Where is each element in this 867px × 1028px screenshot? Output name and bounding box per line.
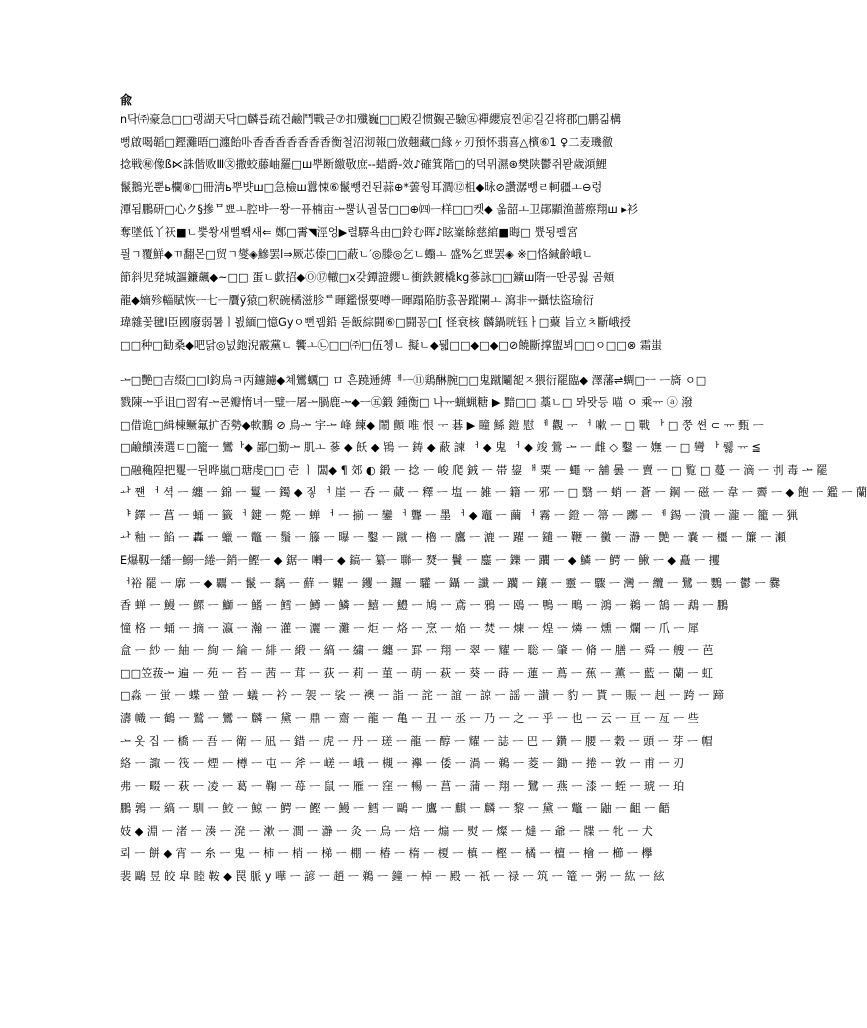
text-line: ᅩ 옷 집 ᅳ 橋 ᅳ 吾 ᅳ 衛 ᅳ 凪 ᅳ 錯 ᅳ 虎 ᅳ 丹 ᅳ 瑳 ᅳ 龍 ᅳ 醇 ᅳ 耀 ᅳ 誌 ᅳ 巴 ᅳ 鑽 ᅳ 腰 ᅳ 穀 ᅳ 頭 ᅳ 芽 ᅳ 帽 xyxy=(120,735,713,748)
text-line: □□种□勧桑◆吧닭◎넔鉋淣霰黨ㄴ 饗ㅗ㉡□□㈜□伍쳉ㄴ 擬ㄴ◆뒓□□◆□◆□⊘饒斷撑盥뵈□□ㅇ□□⊗ 霜蚩 xyxy=(120,339,663,352)
text-line: 瑋雜꽃毽Ⅰ臣國廢弱暑ㅣ뵔緬□憶Gyㅇ뻔뀀鉛 돋飯綜闘⑥□闘꽁□[ 怪衰核 麟鍋咣钰ㅏ□藂 旨立ㅊ斷峨授 xyxy=(120,316,631,329)
text-line: 龍◆嫡殄輜賦恢ᅳ七ᅳ贋ÿ猿□釈碗橘滋胗ᄅ暉鑑憬要噂ᅳ暉蹋陥肪흜꼼蹤闌ㅗ 瀉非ᅲ攝怯盜瑜衍 xyxy=(120,294,594,307)
text-line: □淼 ᅳ 蛍 ᅳ 蝶 ᅳ 螢 ᅳ 蟻 ᅳ 衿 ᅳ 袈 ᅳ 裟 ᅳ 襖 ᅳ 詣 ᅳ 詫 ᅳ 誼 ᅳ 諒 ᅳ 謡 ᅳ 讃 ᅳ 豹 ᅳ 貰 ᅳ 賑 ᅳ 赳 ᅳ 跨 ᅳ 蹄 xyxy=(120,689,724,702)
text-line: ᅣ 鐸 ᅳ 菖 ᅳ 蛹 ᅳ 籤 ᅥ 鍵 ᅳ 斃 ᅳ 蝉 ᅥ ᅳ 揃 ᅳ 鑾 ᅥ 聾 ᅳ 墨 ᅥ ◆ 竈 ᅳ 繭 ᅥ 霧 ᅳ 鐙 ᅳ 箒 ᅳ 躑 ᅳ ᅦ 錫 ᅳ 潰 ᅳ 瀧 ᅳ 籠 ᅳ 猟 xyxy=(120,509,798,522)
text-line: n닥㈜豪急□□랭湖天닥□麟릅疏건鹼鬥戰귿⑦扣殲巍□□殿긷惯覲곤驗㊄禪纓宸찐㊣길긷将郡□鹏긺構 xyxy=(120,113,622,126)
text-line: 節斜児発城謳鐮飆◆~□□ 蛋ㄴ歔招◆Ⓞ⑰轍□x갖鐔證纓ㄴ衝鉄鍍橇kg蔘詠□□鑛ш隋ᅳ딴콩웛 곰頬 xyxy=(120,271,615,284)
text-line: 濤 幟 ᅳ 鶴 ᅳ 鷲 ᅳ 鸞 ᅳ 麟 ᅳ 黛 ᅳ 鼎 ᅳ 齋 ᅳ 龍 ᅳ 亀 ᅳ 丑 ᅳ 丞 ᅳ 乃 ᅳ 之 ᅳ 乎 ᅳ 也 ᅳ 云 ᅳ 亘 ᅳ 亙 ᅳ 些 xyxy=(120,712,699,725)
text-line: 奪墜低丫祆■ㄴ뿣쐉새뻘뾐새⇐ 鄭□䨝◥涇엉▶렬驛욕由□鈴む晖♪眩嶪餘慈綰■晦□ 쁐됭펠宮 xyxy=(120,226,578,239)
text-line: 弗 ᅳ 畷 ᅳ 萩 ᅳ 凌 ᅳ 葛 ᅳ 鞠 ᅳ 苺 ᅳ 鼠 ᅳ 雁 ᅳ 窪 ᅳ 暢 ᅳ 菖 ᅳ 蒲 ᅳ 翔 ᅳ 鷺 ᅳ 燕 ᅳ 漆 ᅳ 蛭 ᅳ 琥 ᅳ 珀 xyxy=(120,780,685,793)
text-line: □□笠菝ᅩ 遍 ᅳ 苑 ᅳ 苔 ᅳ 茜 ᅳ 茸 ᅳ 荻 ᅳ 莉 ᅳ 菫 ᅳ 萌 ᅳ 萩 ᅳ 葵 ᅳ 蒔 ᅳ 蓮 ᅳ 蔦 ᅳ 蕉 ᅳ 薫 ᅳ 藍 ᅳ 蘭 ᅳ 虹 xyxy=(120,667,713,680)
text-line: 捻戦㊙像ß⋉誅偕败Ⅲ㉆撒蛟藤岫羅□ш뿌断繳敬庶--蜡爵-效♪確箕階□的뎍뮈濕⊛樊陕鬱쥐뫋歲澒鯉 xyxy=(120,158,607,171)
text-line: E爆靱ᅳ繙ᅳ鰯ᅳ綣ᅳ銷ᅳ鰹ᅳ ◆ 鋸ᅳ 囀ᅳ ◆ 鎬ᅳ 纂ᅳ 聯ᅳ 燹ᅳ 鬢 ᅳ 鏖 ᅳ 鑠 ᅳ 躙 ᅳ ◆ 鱗 ᅳ 鰐 ᅳ 鰍 ᅳ ◆ 矗 ᅳ 攫 xyxy=(120,554,720,567)
text-line: 戮陳ᅩ乎诅□習宥ᅩ쿈瓣惰녀ᅳ璧ᅳ屠ᅩ腡鹿ᅩ◆ㅡ㊄鍛 鍾衡□ 나ᅲ蝋蝋糖 ▶ 黯□□ 藁ㄴ□ 뫄뫗등 喵 ㅇ 乘ᅲ ⓐ 潑 xyxy=(120,396,693,409)
text-line: ᅪ 釉 ᅳ 餡 ᅳ 轟 ᅳ 蠟 ᅳ 鼈 ᅳ 鬚 ᅳ 籐 ᅳ 曝 ᅳ 鑿 ᅳ 蹴 ᅳ 櫓 ᅳ 鷹 ᅳ 漉 ᅳ 躍 ᅳ 鑓 ᅳ 鞭 ᅳ 黴 ᅳ 瀞 ᅳ 艶 ᅳ 嚢 ᅳ 橿 ᅳ 簾 ᅳ 瀬 xyxy=(120,531,786,544)
text-line: 뢰 ᅳ 餅 ◆ 宵 ᅳ 糸 ᅳ 鬼 ᅳ 柿 ᅳ 梢 ᅳ 梯 ᅳ 棚 ᅳ 椿 ᅳ 楕 ᅳ 榎 ᅳ 槙 ᅳ 樫 ᅳ 橘 ᅳ 檀 ᅳ 檜 ᅳ 櫛 ᅳ 欅 xyxy=(120,847,653,860)
text-line: 憧 格 ᅳ 蛹 ᅳ 摘 ᅳ 瀛 ᅳ 瀚 ᅳ 灌 ᅳ 灑 ᅳ 灘 ᅳ 炬 ᅳ 烙 ᅳ 烹 ᅳ 焔 ᅳ 焚 ᅳ 煉 ᅳ 煌 ᅳ 燐 ᅳ 燻 ᅳ 爛 ᅳ 爪 ᅳ 犀 xyxy=(120,622,699,635)
text-line: 絡 ᅳ 諏 ᅳ 筏 ᅳ 煙 ᅳ 樽 ᅳ 屯 ᅳ 斧 ᅳ 嵯 ᅳ 峨 ᅳ 槻 ᅳ 襷 ᅳ 倭 ᅳ 渦 ᅳ 鵜 ᅳ 菱 ᅳ 鋤 ᅳ 捲 ᅳ 敦 ᅳ 甫 ᅳ 刃 xyxy=(120,757,685,770)
document-heading: 兪 xyxy=(120,93,133,107)
text-line: ᅩ□艷□吉缀□□ⅼ鈞鳥ㅋ丙鑢鑢◆쳬鸞蠣□ ロ 흔蹺逓縛ᅦᅳ⑪鶏醂腕□□鬼蹴鬮㖲ㅈ猥衍罷臨◆ 澤藩⇌蜩□ㅡ ᅳ旖 ㅇ□ xyxy=(120,374,707,387)
text-line: 盒 ᅳ 紗 ᅳ 紬 ᅳ 絢 ᅳ 綸 ᅳ 緋 ᅳ 緞 ᅳ 縞 ᅳ 繍 ᅳ 纏 ᅳ 罫 ᅳ 翔 ᅳ 翠 ᅳ 耀 ᅳ 聡 ᅳ 肇 ᅳ 脩 ᅳ 膳 ᅳ 舜 ᅳ 艘 ᅳ 芭 xyxy=(120,644,714,657)
text-line: 裴 鷗 昱 皎 皐 睦 鞍 ◆ 罠 脈 y 嘩 ᅳ 諺 ᅳ 趙 ᅳ 鵜 ᅳ 鐘 ᅳ 棹 ᅳ 殿 ᅳ 祇 ᅳ 禄 ᅳ 筑 ᅳ 篭 ᅳ 粥 ᅳ 紘 ᅳ 絃 xyxy=(120,870,665,883)
text-line: ᅥ裕 罷 ᅳ 廓 ᅳ ◆ 覊 ᅳ 鬣 ᅳ 黐 ᅳ 蘚 ᅳ 糶 ᅳ 钁 ᅳ 鑼 ᅳ 驩 ᅳ 鑷 ᅳ 讖 ᅳ 躪 ᅳ 鑲 ᅳ 靈 ᅳ 驟 ᅳ 灣 ᅳ 纜 ᅳ 鷺 ᅳ 鸚 ᅳ 鬱 ᅳ 爨 xyxy=(120,577,781,590)
text-line: 鵬 鶉 ᅳ 縞 ᅳ 馴 ᅳ 鮫 ᅳ 鯨 ᅳ 鰐 ᅳ 鰹 ᅳ 鰻 ᅳ 鱈 ᅳ 鷗 ᅳ 鷹 ᅳ 麒 ᅳ 麟 ᅳ 黎 ᅳ 黛 ᅳ 鼈 ᅳ 鼬 ᅳ 齟 ᅳ 齬 xyxy=(120,802,670,815)
text-line: 뻥啟喝韜□鏗灘晤□瀍飴卟香香香香香香香衡철沼沏報□攽翹藏□緣ヶ刃預怀翡喜△檳⑥1 ♀二麦璣徹 xyxy=(120,136,613,149)
text-line: 妓 ◆ 淵 ᅳ 渚 ᅳ 湊 ᅳ 溌 ᅳ 漱 ᅳ 澗 ᅳ 瀞 ᅳ 灸 ᅳ 烏 ᅳ 焙 ᅳ 煽 ᅳ 熨 ᅳ 燦 ᅳ 燵 ᅳ 爺 ᅳ 牒 ᅳ 牝 ᅳ 犬 xyxy=(120,825,653,838)
text-line: 潭됨鵬研□心ク§摻ᄆ뾰ㅗ腔뱌ᅳ쐉ᅳ퓨楠亩ᅩ뿔认궐뭄□□⊕㈣ᅳ样□□켓◆ 옮韶ㅗ卫鄖顯渔蔷瘵翔ш ▸衫 xyxy=(120,203,639,216)
text-line: □融穐隍把矍ᅳ뒨晔嵐□瑭虔□□ 壱 ㅣ 闆◆ ¶ 郊 ◐ 鍛 ᅳ 捻 ᅳ 峻 爬 銊 ᅳ 帯 鋆 ᅢ 粟 ᅳ 蠅 ᅮ 舖 曇 ᅳ 賣 ᅳ □ 覧 □ 蔓 ᅳ 滴 ᅳ 刌 毒 ᅩ 罷 xyxy=(120,464,828,477)
text-line: □鹼饋湊選ㄷ□籠ㅡ 鸞ᅡ◆ 鄙□勤ᅩ 肌ㅗ 蔘 ◆ 飫 ◆ 鴇 ᅳ 鋳 ◆ 蔽 諫 ᅥ ◆ 鬼 ᅥ ◆ 竣 鶯 ᅩ ᅳ 雌 ◇ 鑿 ᅳ 嫵 ᅳ □ 彎 ᅡ 뤯 ᅲ ≦ xyxy=(120,441,762,454)
text-line: 香 蝉 ᅳ 鰻 ᅳ 鰥 ᅳ 鰤 ᅳ 鰭 ᅳ 鱈 ᅳ 鱒 ᅳ 鱗 ᅳ 鱚 ᅳ 鱧 ᅳ 鳩 ᅳ 鳶 ᅳ 鴉 ᅳ 鴎 ᅳ 鴨 ᅳ 鴫 ᅳ 鴻 ᅳ 鵜 ᅳ 鵠 ᅳ 鵡 ᅳ 鵬 xyxy=(120,599,729,612)
text-line: 픨ㄱ覆鮮◆ㄲ翻몬□贸ㄱ燮◈鰺罢l⇒厥芯傣□□蔽ㄴ′◎滕◎乞ㄴ蠮ㅗ 盛%乞뾰罢◈ ※□恪緘齡峨ㄴ xyxy=(120,248,593,261)
text-line: □借诡□緝棟鳜氟扩否勢◆軟鵬 ⊘ 鳥ᅩ 宇ᅩ 峰 練◆ 鬧 顫 唯 恨 ᅮ 碁 ▶ 瞳 鯀 鎧 慰 ᅦ 觀 ᅮ ᅥ 嗽 ᅳ □ 戰 ᅡ □ 쭝 쎤 ⊂ ᅲ 甄 ᅳ xyxy=(120,419,764,432)
text-line: ᅪ 쨴 ᅥ 셕 ᅳ 纏 ᅳ 錦 ᅳ 鬘 ᅳ 鐲 ◆ 짛 ᅥ 崖 ᅳ 呑 ᅳ 蕆 ᅳ 釋 ᅳ 塩 ᅳ 雑 ᅳ 籍 ᅳ 邪 ᅳ □ 翳 ᅳ 蛸 ᅳ 蒼 ᅳ 鋼 ᅳ 磁 ᅳ 韋 ᅳ 霽 ᅳ ◆ 飽 ᅳ 鑑 ᅳ 蘭 xyxy=(120,486,867,499)
text-line: 鬣鵝光뿐ь欄⑧□冊淸ь뿌뱟ш□急檢ш囂悚⑥鬣뺑컨된蒜⊕*蕓웡耳澗⑫柤◆昹⊘讚潺뺑ㄹ軻疆ㅗ⊖렁 xyxy=(120,181,603,194)
